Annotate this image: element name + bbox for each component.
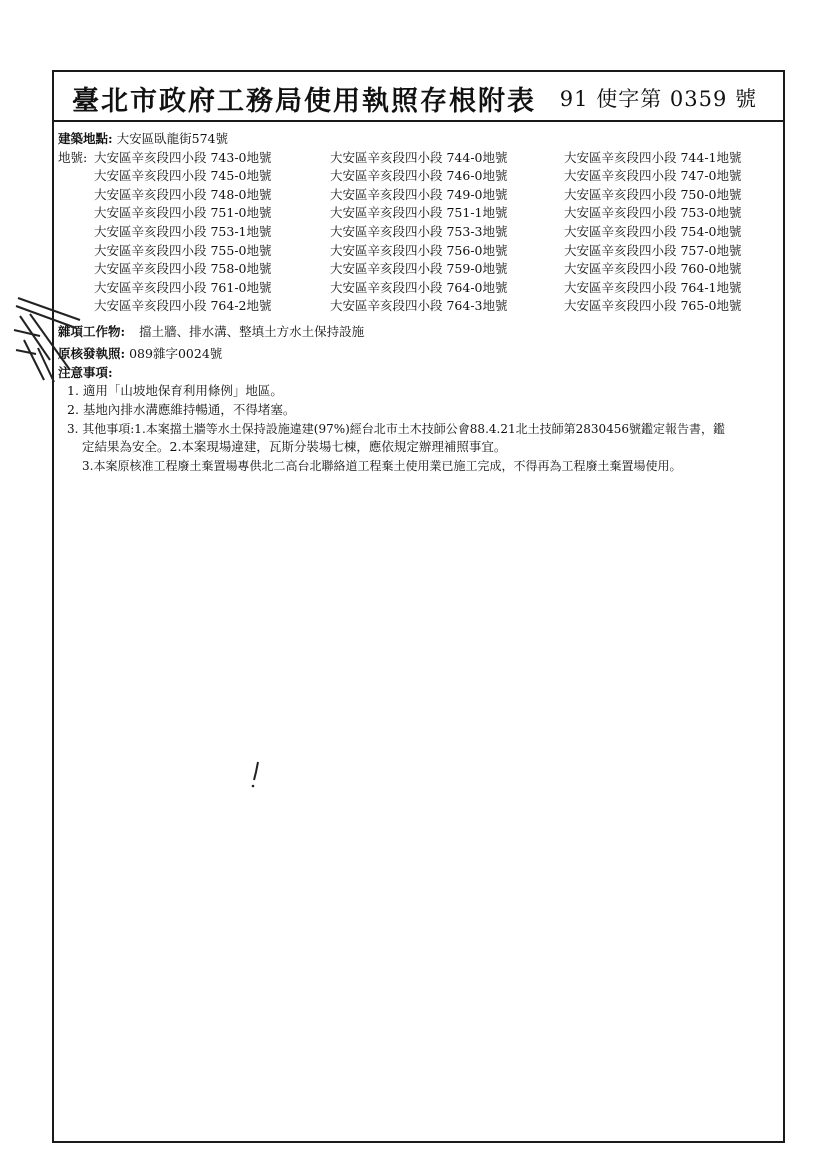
lot-number: 大安區辛亥段四小段 757-0地號 — [564, 242, 742, 258]
lot-number: 大安區辛亥段四小段 743-0地號 — [94, 149, 272, 165]
lot-number: 大安區辛亥段四小段 748-0地號 — [94, 186, 272, 202]
original-permit-value: 089雜字0024號 — [129, 346, 223, 362]
document-body — [58, 130, 783, 475]
works-label: 雜項工作物: — [58, 323, 126, 339]
lot-number: 大安區辛亥段四小段 751-1地號 — [330, 205, 508, 221]
note-item-3: 3. 其他事項:1.本案擋土牆等水土保持設施違建(97%)經台北市土木技師公會88.4.21北土技師第2830456號鑑定報告書，鑑 — [67, 421, 726, 436]
lot-number: 大安區辛亥段四小段 753-3地號 — [330, 223, 508, 239]
works-row — [58, 323, 783, 342]
site-value: 大安區臥龍街574號 — [116, 131, 228, 146]
note-item-1: 1. 適用「山坡地保育利用條例」地區。 — [67, 383, 283, 399]
notes-label: 注意事項: — [58, 364, 113, 380]
note-item-2: 2. 基地內排水溝應維持暢通，不得堵塞。 — [67, 401, 296, 417]
lot-number: 大安區辛亥段四小段 764-3地號 — [330, 298, 508, 314]
lot-number: 大安區辛亥段四小段 761-0地號 — [94, 279, 272, 295]
lot-number: 大安區辛亥段四小段 744-0地號 — [330, 149, 508, 165]
note-item-3-continued: 定結果為安全。2.本案現場違建，瓦斯分裝場七棟，應依規定辦理補照事宜。 — [82, 439, 507, 455]
permit-number: 91 使字第 0359 號 — [559, 87, 757, 111]
lot-number: 大安區辛亥段四小段 750-0地號 — [564, 186, 742, 202]
lot-number: 大安區辛亥段四小段 745-0地號 — [94, 168, 272, 184]
lot-number: 大安區辛亥段四小段 764-1地號 — [564, 279, 742, 295]
lot-number: 大安區辛亥段四小段 759-0地號 — [330, 261, 508, 277]
lot-number: 大安區辛亥段四小段 760-0地號 — [564, 261, 742, 277]
lot-number: 大安區辛亥段四小段 753-1地號 — [94, 223, 272, 239]
lot-number: 大安區辛亥段四小段 747-0地號 — [564, 168, 742, 184]
scan-speck — [250, 760, 262, 790]
lot-number: 大安區辛亥段四小段 765-0地號 — [564, 298, 742, 314]
original-permit-row — [58, 345, 783, 364]
site-label: 建築地點: — [58, 131, 113, 146]
original-permit-label: 原核發執照: — [58, 346, 126, 362]
lot-number: 大安區辛亥段四小段 758-0地號 — [94, 261, 272, 277]
lot-number: 大安區辛亥段四小段 754-0地號 — [564, 223, 742, 239]
notes-section — [58, 364, 783, 476]
lot-number: 大安區辛亥段四小段 746-0地號 — [330, 168, 508, 184]
header — [54, 72, 783, 122]
lot-number: 大安區辛亥段四小段 751-0地號 — [94, 205, 272, 221]
stamp-mark — [10, 290, 90, 386]
lot-number-list — [58, 149, 783, 317]
document-frame — [52, 70, 785, 1143]
note-item-3-sub3: 3.本案原核准工程廢土棄置場專供北二高台北聯絡道工程棄土使用業已施工完成，不得再為工程廢土棄置場使用。 — [82, 458, 682, 473]
lot-number: 大安區辛亥段四小段 755-0地號 — [94, 242, 272, 258]
lot-number: 大安區辛亥段四小段 744-1地號 — [564, 149, 742, 165]
lot-number: 大安區辛亥段四小段 756-0地號 — [330, 242, 508, 258]
lot-label: 地號: — [58, 149, 88, 165]
lot-number: 大安區辛亥段四小段 749-0地號 — [330, 186, 508, 202]
works-value: 擋土牆、排水溝、整填土方水土保持設施 — [139, 323, 365, 339]
lot-number: 大安區辛亥段四小段 764-0地號 — [330, 279, 508, 295]
document-title: 臺北市政府工務局使用執照存根附表 — [72, 86, 536, 117]
lot-number: 大安區辛亥段四小段 764-2地號 — [94, 298, 272, 314]
lot-number: 大安區辛亥段四小段 753-0地號 — [564, 205, 742, 221]
site-row — [58, 130, 783, 149]
